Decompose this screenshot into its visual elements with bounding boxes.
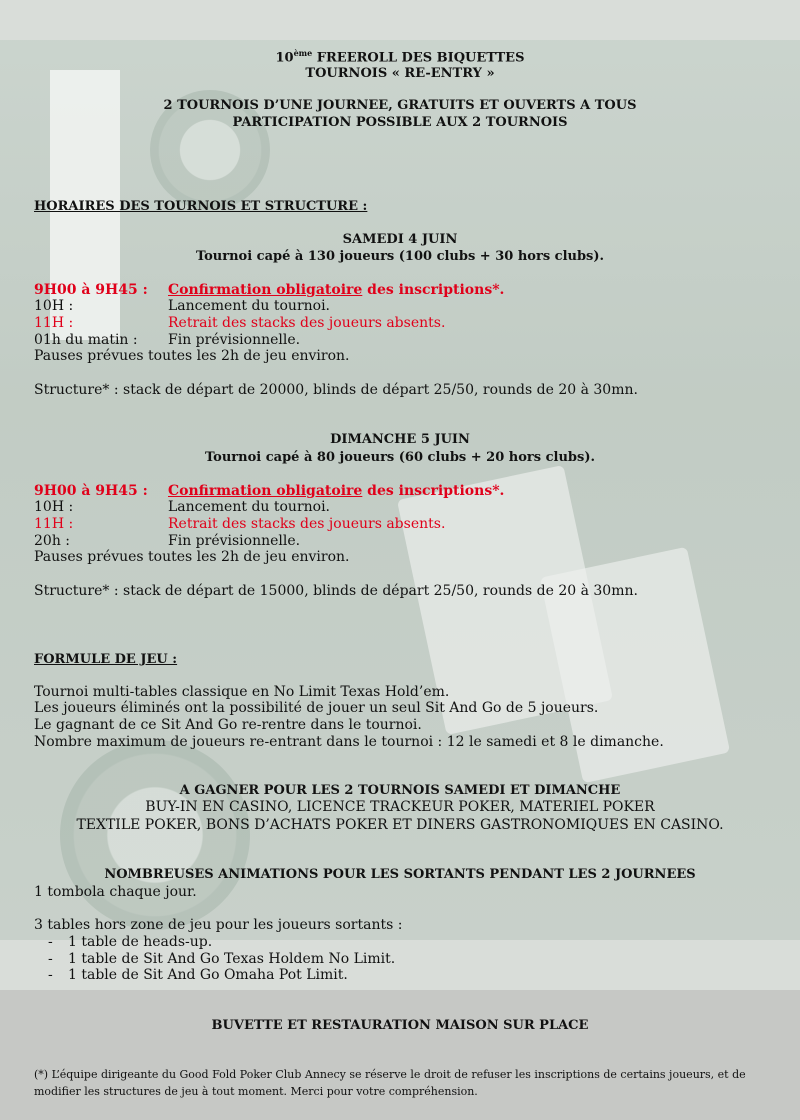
sunday-title: DIMANCHE 5 JUIN bbox=[330, 432, 470, 447]
sunday-pauses: Pauses prévues toutes les 2h de jeu environ. bbox=[34, 549, 350, 565]
formule-line: Les joueurs éliminés ont la possibilité de jouer un seul Sit And Go de 5 joueurs. bbox=[34, 700, 599, 716]
prizes-heading: A GAGNER POUR LES 2 TOURNOIS SAMEDI ET DIMANCHE bbox=[179, 783, 621, 798]
saturday-row-launch: 10H : Lancement du tournoi. bbox=[34, 298, 331, 314]
sunday-row-end: 20h : Fin prévisionnelle. bbox=[34, 533, 301, 549]
animations-heading: NOMBREUSES ANIMATIONS POUR LES SORTANTS PENDANT LES 2 JOURNEES bbox=[104, 867, 696, 882]
sunday-structure: Structure* : stack de départ de 15000, blinds de départ 25/50, rounds de 20 à 30mn. bbox=[34, 583, 638, 599]
buvette-heading: BUVETTE ET RESTAURATION MAISON SUR PLACE bbox=[211, 1018, 589, 1033]
formule-heading: FORMULE DE JEU : bbox=[34, 652, 178, 667]
tables-intro: 3 tables hors zone de jeu pour les joueurs sortants : bbox=[34, 917, 403, 933]
prizes-line-1: BUY-IN EN CASINO, LICENCE TRACKEUR POKER, MATERIEL POKER bbox=[145, 799, 655, 815]
title-line-1: 10ème FREEROLL DES BIQUETTES bbox=[275, 48, 525, 66]
table-item: - 1 table de Sit And Go Texas Holdem No Limit. bbox=[48, 951, 396, 967]
title-line-4: PARTICIPATION POSSIBLE AUX 2 TOURNOIS bbox=[232, 115, 568, 130]
saturday-row-withdraw: 11H : Retrait des stacks des joueurs absents. bbox=[34, 315, 446, 331]
title-line-3: 2 TOURNOIS D’UNE JOURNEE, GRATUITS ET OUVERTS A TOUS bbox=[163, 98, 637, 113]
sunday-row-withdraw: 11H : Retrait des stacks des joueurs absents. bbox=[34, 516, 446, 532]
saturday-pauses: Pauses prévues toutes les 2h de jeu environ. bbox=[34, 348, 350, 364]
horaires-heading: HORAIRES DES TOURNOIS ET STRUCTURE : bbox=[34, 199, 368, 214]
formule-line: Nombre maximum de joueurs re-entrant dans le tournoi : 12 le samedi et 8 le dimanche. bbox=[34, 734, 664, 750]
formule-line: Le gagnant de ce Sit And Go re-rentre dans le tournoi. bbox=[34, 717, 422, 733]
saturday-structure: Structure* : stack de départ de 20000, blinds de départ 25/50, rounds de 20 à 30mn. bbox=[34, 382, 638, 398]
tombola-text: 1 tombola chaque jour. bbox=[34, 884, 197, 900]
table-item: - 1 table de heads-up. bbox=[48, 934, 213, 950]
saturday-title: SAMEDI 4 JUIN bbox=[342, 232, 458, 247]
formule-line: Tournoi multi-tables classique en No Limit Texas Hold’em. bbox=[34, 684, 450, 700]
saturday-subtitle: Tournoi capé à 130 joueurs (100 clubs + 30 hors clubs). bbox=[195, 249, 605, 264]
sunday-subtitle: Tournoi capé à 80 joueurs (60 clubs + 20 hors clubs). bbox=[204, 450, 596, 465]
prizes-line-2: TEXTILE POKER, BONS D’ACHATS POKER ET DINERS GASTRONOMIQUES EN CASINO. bbox=[76, 817, 724, 833]
footnote-line-2: modifier les structures de jeu à tout moment. Merci pour votre compréhension. bbox=[34, 1085, 478, 1098]
footnote-line-1: (*) L’équipe dirigeante du Good Fold Poker Club Annecy se réserve le droit de refuser les inscriptions de certains joueurs, et de bbox=[34, 1068, 746, 1081]
saturday-row-confirmation: 9H00 à 9H45 : Confirmation obligatoire des inscriptions*. bbox=[34, 282, 505, 298]
title-line-2: TOURNOIS « RE-ENTRY » bbox=[305, 66, 495, 81]
table-item: - 1 table de Sit And Go Omaha Pot Limit. bbox=[48, 967, 348, 983]
sunday-row-confirmation: 9H00 à 9H45 : Confirmation obligatoire des inscriptions*. bbox=[34, 483, 505, 499]
saturday-row-end: 01h du matin : Fin prévisionnelle. bbox=[34, 332, 301, 348]
sunday-row-launch: 10H : Lancement du tournoi. bbox=[34, 499, 331, 515]
